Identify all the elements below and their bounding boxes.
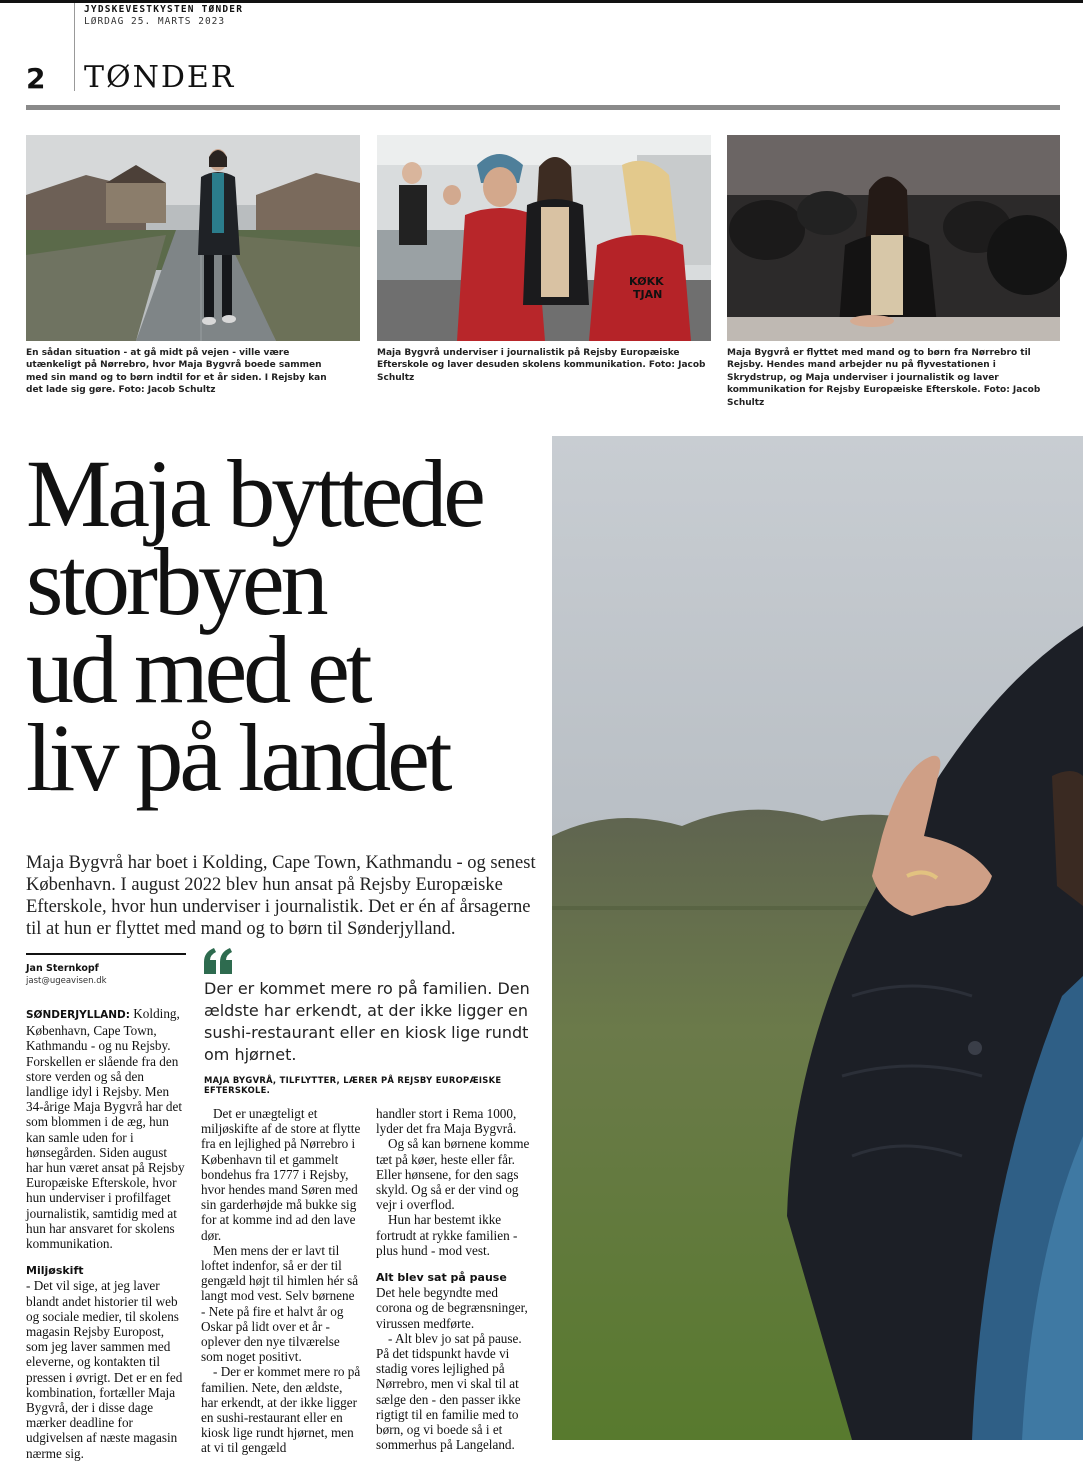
photo-table-image xyxy=(727,135,1060,341)
photo-kitchen-caption: Maja Bygvrå underviser i journalistik på Rejsby Europæiske Efterskole og laver desuden skolens kommunikation. Foto: Jacob Schultz xyxy=(377,348,706,383)
col3-paragraph-1: handler stort i Rema 1000, lyder det fra Maja Bygvrå. xyxy=(376,1106,517,1137)
headline-line-4: liv på landet xyxy=(26,704,449,811)
photo-road xyxy=(26,135,360,341)
article-column-2 xyxy=(201,1106,361,1456)
section-title: TØNDER xyxy=(84,60,236,95)
masthead xyxy=(0,0,1083,27)
col1-intro xyxy=(26,1006,186,1251)
photo-table-caption: Maja Bygvrå er flyttet med mand og to børn fra Nørrebro til Rejsby. Hendes mand arbejder nu på flyvestationen i Skrydstrup, og Maja underviser i journalistik og laver kommunikation for Rejsby Europæiske Efterskole. Foto: Jacob Schultz xyxy=(727,348,1041,408)
byline-rule xyxy=(26,953,186,955)
article-column-1 xyxy=(26,1006,186,1461)
col3-paragraph-5: - Alt blev jo sat på pause. På det tidspunkt havde vi stadig vores lejlighed på Nørrebro, men vi skal til at sælge den - den passer ikke rigtigt til en familie med to børn, og vi boede så i et sommerhus på Langeland. xyxy=(376,1330,522,1453)
article-headline xyxy=(26,440,546,811)
page-number: 2 xyxy=(26,62,46,95)
col2-paragraph-1: Det er unægteligt et miljøskifte af de store at flytte fra en lejlighed på Nørrebro i København til et gammelt bondehus fra 1777 i Rejsby, hvor hendes mand Søren med sin garderhøjde må bukke sig for at komme ind ad den lave dør. xyxy=(201,1106,361,1243)
col2-paragraph-3: - Der er kommet mere ro på familien. Nete, den ældste, har erkendt, at der ikke ligger en sushi-restaurant eller en kiosk lige rundt hjørnet, men at vi til gengæld xyxy=(201,1364,361,1456)
masthead-divider xyxy=(74,3,75,91)
article-column-3 xyxy=(376,1106,536,1452)
col2-paragraph-2: Men mens der er lavt til loftet indenfor, så er der til gengæld højt til himlen hér så langt mod vest. Selv børnene - Nete på fire et halvt år og Oskar på lidt over et år - oplever den nye tilværelse som noget positivt. xyxy=(201,1242,359,1365)
photo-portrait-image xyxy=(552,436,1083,1440)
byline-email: jast@ugeavisen.dk xyxy=(26,976,107,986)
section-rule xyxy=(26,105,1060,110)
photo-kitchen xyxy=(377,135,711,341)
shirt-text-1: KØKK xyxy=(629,275,664,288)
col1-paragraph: - Det vil sige, at jeg laver blandt andet historier til web og sociale medier, til skolens magasin Rejsby Europost, som jeg laver sammen med eleverne, og kontakten til pressen i øvrigt. Det er en fed kombination, fortæller Maja Bygvrå, der i disse dage mærker deadline for udgivelsen af næste magasin nærme sig. xyxy=(26,1278,183,1461)
article-deck: Maja Bygvrå har boet i Kolding, Cape Town, Kathmandu - og senest København. I august 2022 blev hun ansat på Rejsby Europæiske Efterskole, hvor hun underviser i journalistik. Det er én af årsagerne til at hun er flyttet med mand og to børn til Sønderjylland. xyxy=(26,853,536,939)
quote-mark-icon xyxy=(204,948,234,974)
col1-intro-text: Kolding, København, Cape Town, Kathmandu - og nu Rejsby. Forskellen er slående fra den store verden og så den landlige idyl i Rejsby. Men 34-årige Maja Bygvrå har det som blommen i de æg, hun kan samle uden for i hønsegården. Siden august har hun været ansat på Rejsby Europæiske Efterskole, hvor hun underviser i profilfaget journalistik, samtidig med at hun har ansvaret for skolens kommunikation. xyxy=(26,1006,185,1252)
publication-name: JYDSKEVESTKYSTEN TØNDER xyxy=(84,4,244,15)
photo-road-caption: En sådan situation - at gå midt på vejen - ville være utænkeligt på Nørrebro, hvor Maja Bygvrå boede sammen med sin mand og to børn indtil for et år siden. I Rejsby kan det lade sig gøre. Foto: Jacob Schultz xyxy=(26,348,327,396)
shirt-text-2: TJAN xyxy=(633,288,663,301)
col3-paragraph-4: Det hele begyndte med corona og de begrænsninger, virussen medførte. xyxy=(376,1285,528,1331)
col3-paragraph-3: Hun har bestemt ikke fortrudt at rykke familien - plus hund - mod vest. xyxy=(376,1212,518,1258)
col3-paragraph-2: Og så kan børnene komme tæt på køer, heste eller får. Eller hønsene, for den sags skyld. Og så er der vind og vejr i overflod. xyxy=(376,1136,530,1213)
photo-table xyxy=(727,135,1060,341)
pull-quote-text: Der er kommet mere ro på familien. Den ældste har erkendt, at der ikke ligger en sushi-restaurant eller en kiosk lige rundt om hjørnet. xyxy=(204,979,530,1064)
headline-line-1: Maja byttede xyxy=(26,440,482,547)
col1-subhead: Miljøskift xyxy=(26,1264,84,1278)
col3-subhead: Alt blev sat på pause xyxy=(376,1271,507,1285)
byline-name: Jan Sternkopf xyxy=(26,963,99,974)
headline-line-3: ud med et xyxy=(26,616,369,723)
pull-quote-attribution: MAJA BYGVRÅ, TILFLYTTER, LÆRER PÅ REJSBY EUROPÆISKE EFTERSKOLE. xyxy=(204,1075,502,1095)
photo-portrait xyxy=(552,436,1083,1440)
dateline: SØNDERJYLLAND: xyxy=(26,1009,130,1021)
issue-date: LØRDAG 25. MARTS 2023 xyxy=(84,16,226,27)
headline-line-2: storbyen xyxy=(26,528,325,635)
photo-kitchen-image xyxy=(377,135,711,341)
photo-road-image xyxy=(26,135,360,341)
